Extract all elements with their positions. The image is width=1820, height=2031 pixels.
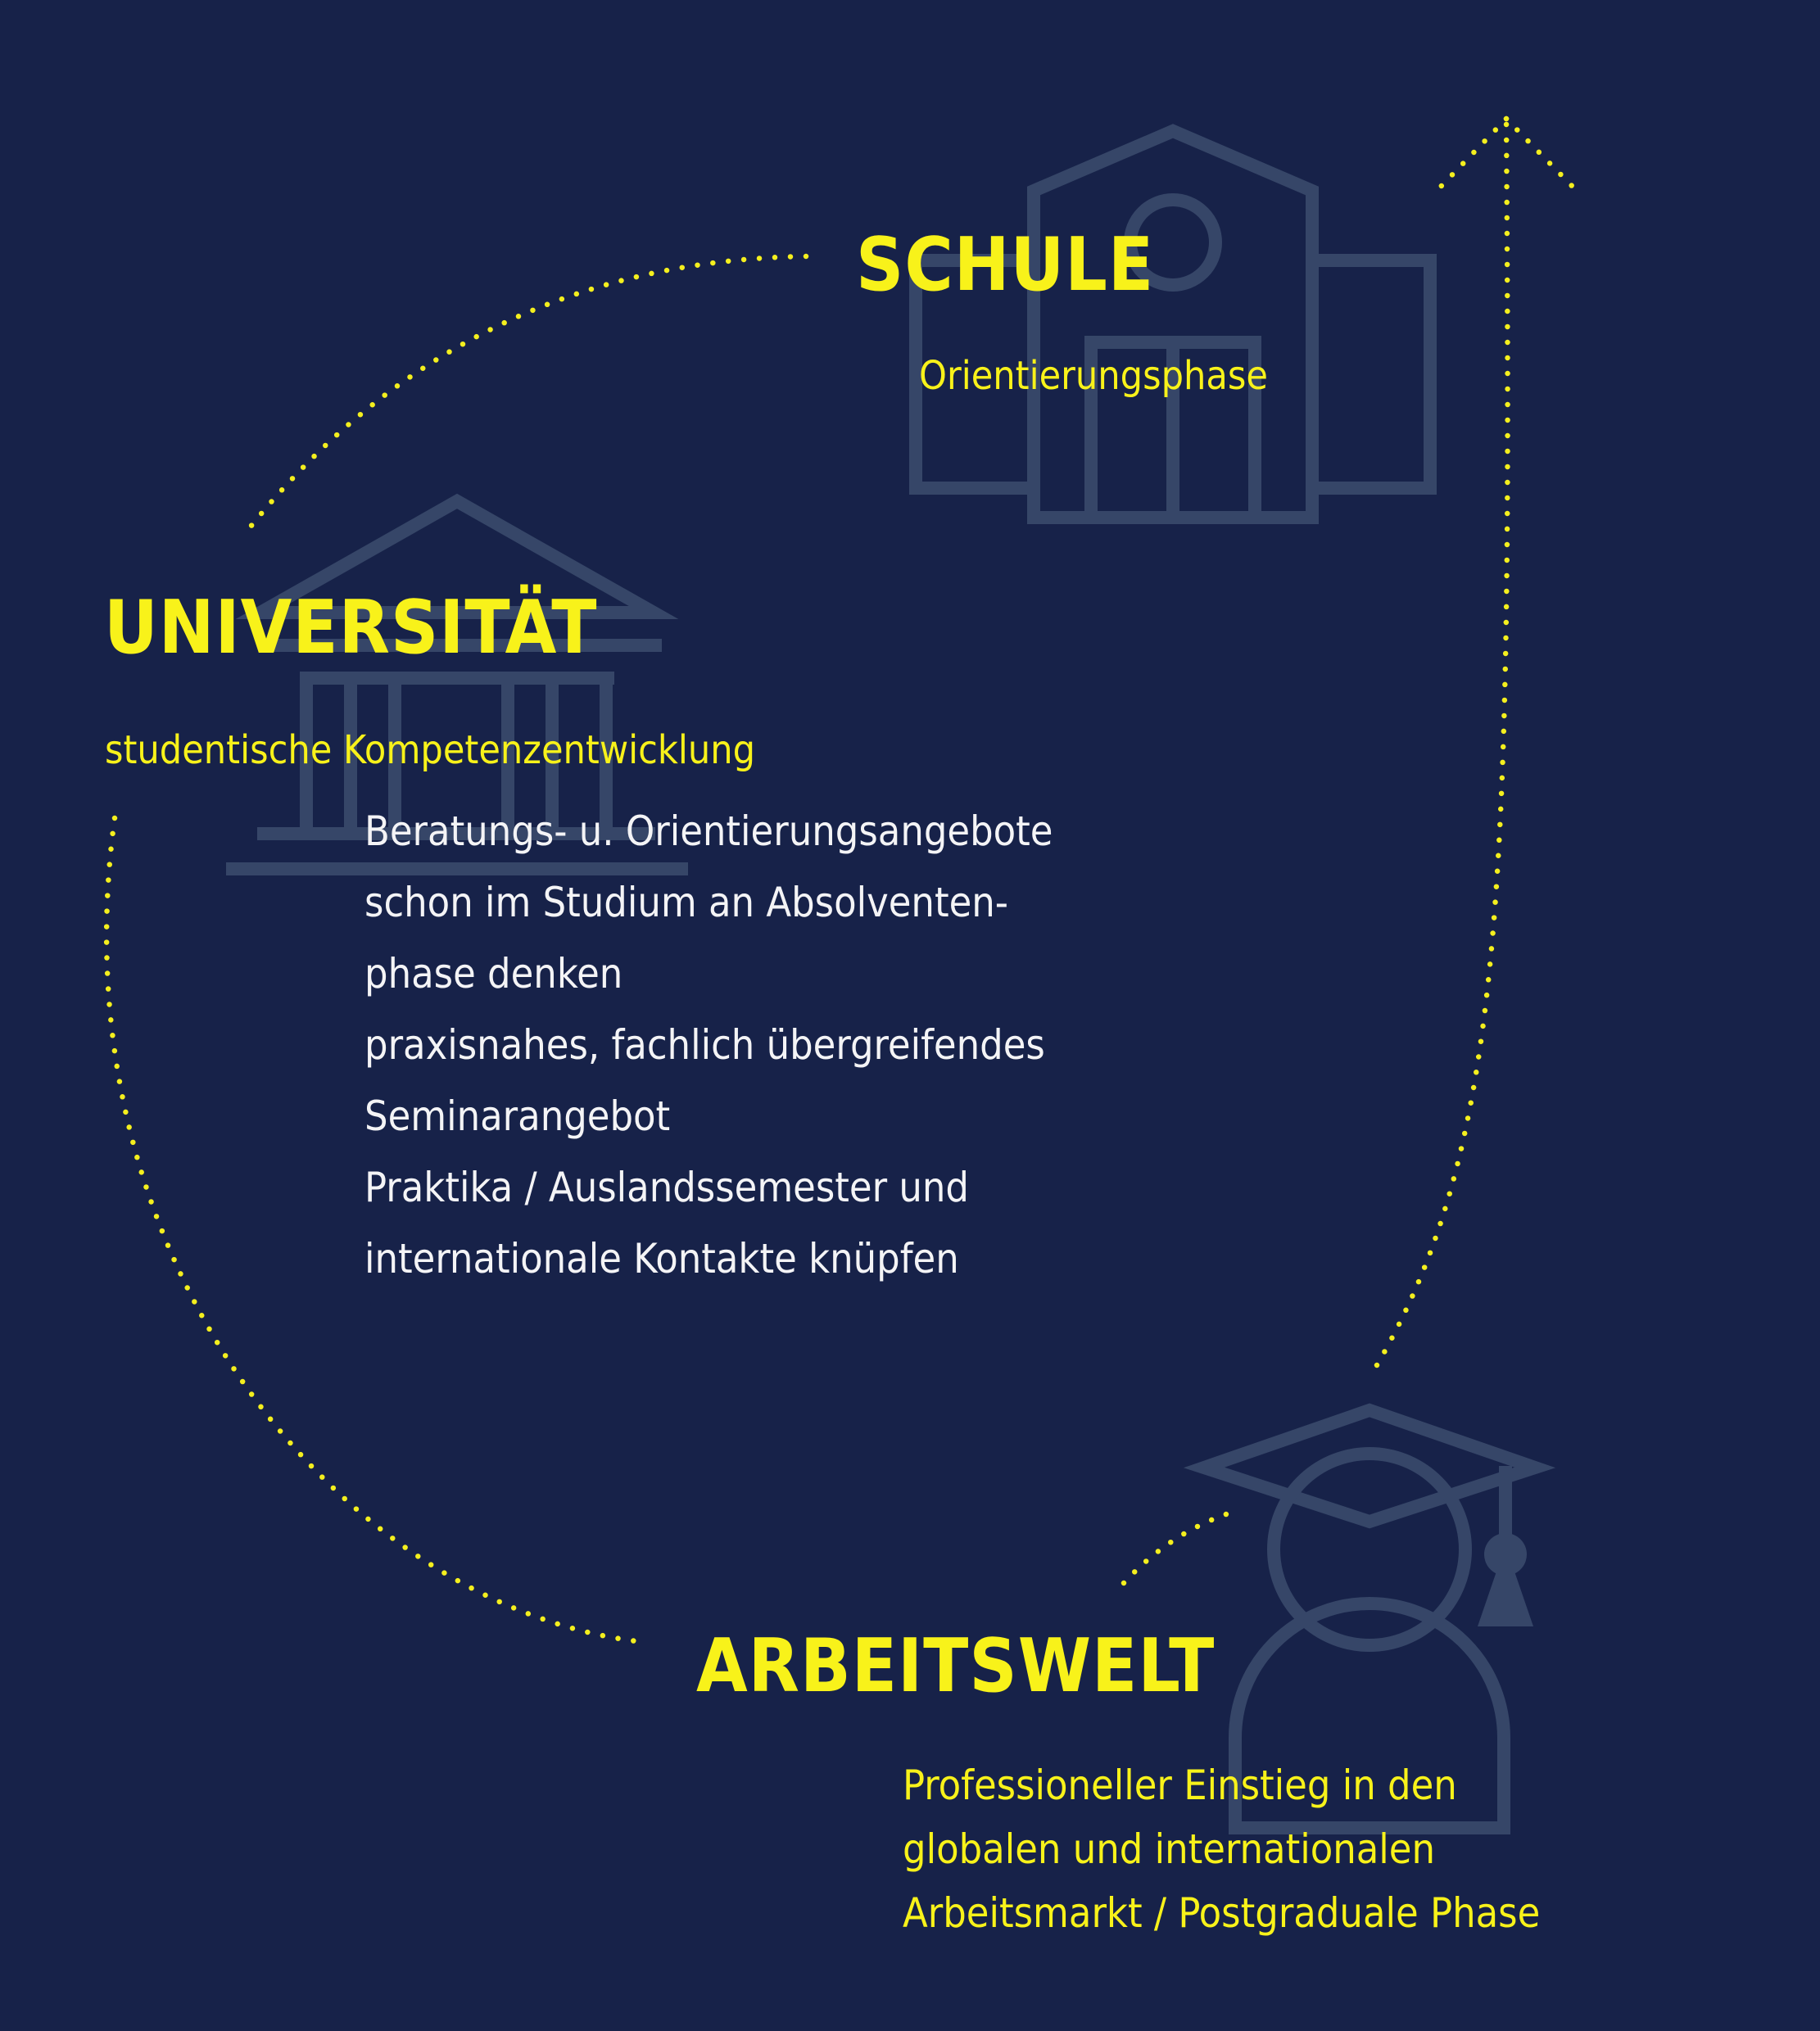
- arrow-head-left: [1437, 119, 1506, 190]
- detail-line: schon im Studium an Absolventen-: [364, 879, 1009, 926]
- detail-line: Beratungs- u. Orientierungsangebote: [364, 807, 1053, 855]
- detail-line: phase denken: [364, 950, 623, 997]
- stage-subtitle-universitaet: studentische Kompetenzentwicklung: [105, 727, 756, 773]
- arbeitswelt-details: [903, 1753, 1540, 1945]
- detail-line: Seminarangebot: [364, 1092, 671, 1140]
- detail-line: Arbeitsmarkt / Postgraduale Phase: [903, 1889, 1541, 1937]
- stage-heading-arbeitswelt: ARBEITSWELT: [696, 1623, 1216, 1709]
- path-work-to-school: [1377, 119, 1508, 1365]
- detail-line: Praktika / Auslandssemester und: [364, 1164, 969, 1211]
- arrow-head-right: [1506, 119, 1576, 190]
- school-building-icon: [916, 131, 1430, 518]
- stage-subtitle-schule: Orientierungsphase: [919, 353, 1268, 399]
- universitaet-details: [364, 796, 1053, 1295]
- stage-heading-universitaet: UNIVERSITÄT: [104, 585, 598, 671]
- path-work-entry: [1124, 1512, 1234, 1583]
- detail-line: Professioneller Einstieg in den: [903, 1762, 1457, 1809]
- path-school-to-university: [244, 256, 806, 535]
- detail-line: internationale Kontakte knüpfen: [364, 1235, 959, 1282]
- detail-line: praxisnahes, fachlich übergreifendes: [364, 1021, 1045, 1069]
- stage-heading-schule: SCHULE: [856, 222, 1155, 308]
- detail-line: globalen und internationalen: [903, 1825, 1435, 1873]
